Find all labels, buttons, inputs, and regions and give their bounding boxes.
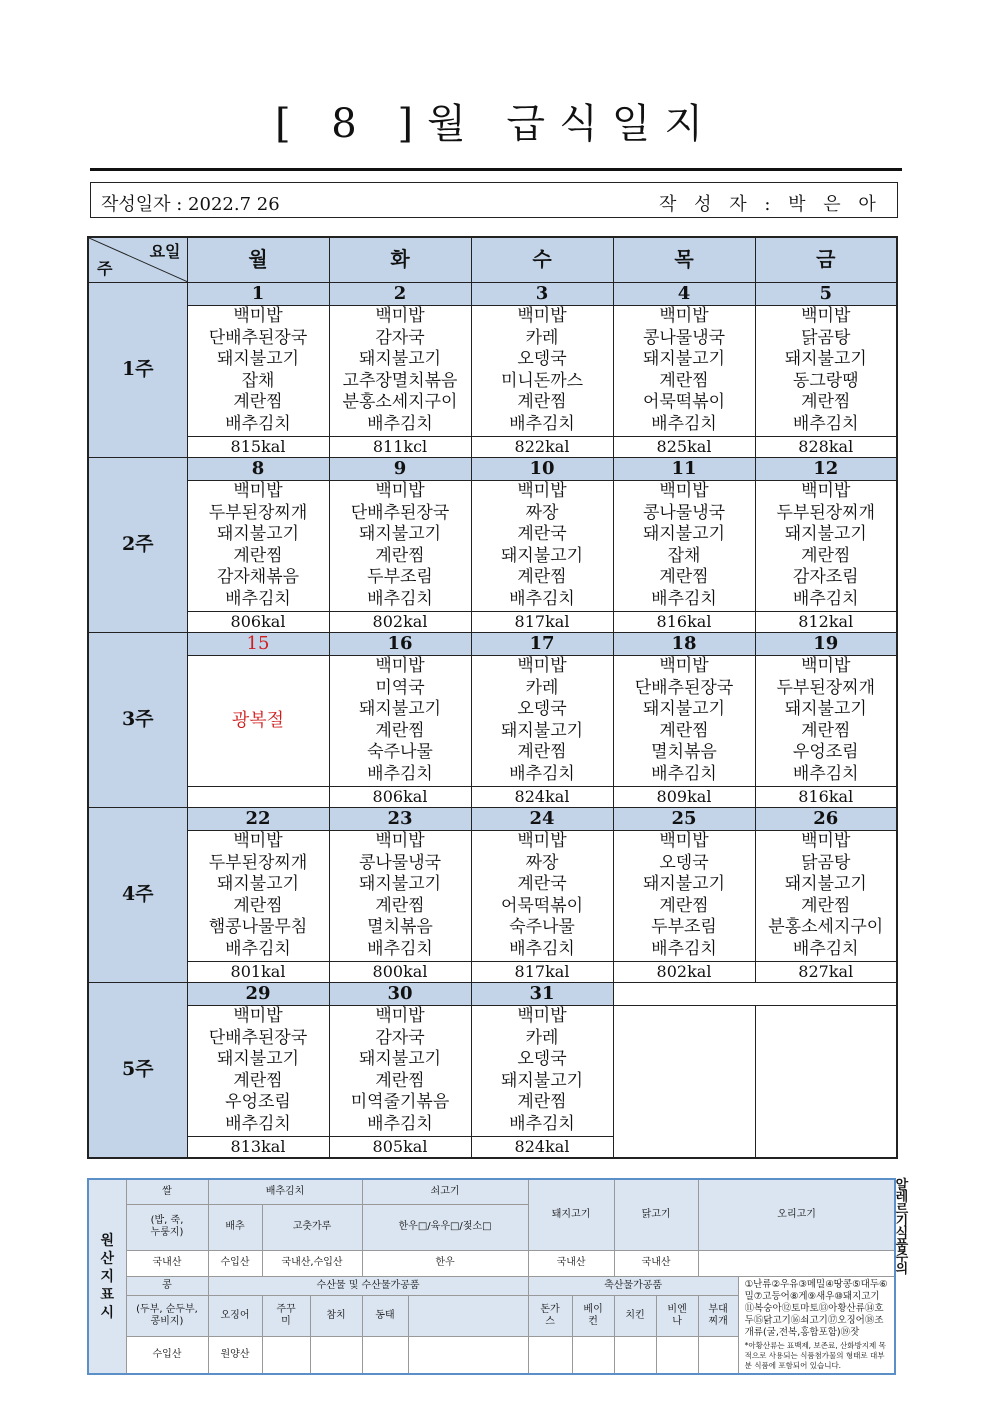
date-cell: 26: [755, 808, 897, 831]
week-label: 2주: [88, 458, 187, 633]
week-5-date-row: [88, 983, 897, 1006]
bean-sub: [126, 1295, 208, 1336]
date-cell: 24: [471, 808, 613, 831]
pepper-origin: 국내산,수입산: [262, 1250, 362, 1276]
duck-origin: [698, 1250, 895, 1276]
menu-item: 백미밥: [375, 306, 425, 326]
menu-item: 배추김치: [651, 763, 717, 784]
menu-item: 돼지불고기: [784, 349, 867, 370]
kcal-cell: 817kal: [471, 612, 613, 633]
meal-table: [87, 236, 898, 1159]
kcal-cell: 828kal: [755, 437, 897, 458]
menu-item: 계란찜: [801, 895, 851, 916]
menu-item: 돼지불고기: [784, 874, 867, 895]
menu-item: 오뎅국: [659, 852, 709, 873]
menu-item: 콩나물냉국: [642, 327, 726, 348]
menu-item: 백미밥: [801, 831, 851, 851]
menu-item: 두부된장찌개: [776, 502, 876, 523]
week-4-menu-row: [88, 831, 897, 962]
rice-header: 쌀: [126, 1179, 208, 1204]
kcal-cell: 825kal: [613, 437, 755, 458]
kcal-cell: 812kal: [755, 612, 897, 633]
menu-item: 계란찜: [375, 545, 425, 566]
menu-item: 콩나물냉국: [642, 502, 726, 523]
menu-cell: [187, 831, 329, 962]
menu-item: 백미밥: [233, 1006, 283, 1026]
allergy-list-text: ①난류②우유③메밀④땅콩⑤대두⑥밀⑦고등어⑧게⑨새우⑩돼지고기⑪복숭아⑫토마토⑬아황산류⑭호두⑮닭고기⑯쇠고기⑰오징어⑱조개류(굴,전복,홍합포함)⑲잣: [744, 1279, 888, 1338]
menu-item: 배추김치: [509, 938, 575, 959]
date-label: 작성일자 : 2022.7 26: [101, 194, 280, 215]
rice-origin: 국내산: [126, 1250, 208, 1276]
menu-item: 배추김치: [651, 413, 717, 434]
menu-item: 배추김치: [367, 588, 433, 609]
cabbage-header: 배추: [208, 1204, 262, 1250]
kcal-cell: 816kal: [613, 612, 755, 633]
livestock-stew: 부대 찌개: [698, 1295, 738, 1336]
menu-item: 감자조림: [792, 567, 859, 588]
kcal-cell: 800kal: [329, 962, 471, 983]
menu-item: 계란찜: [233, 1070, 283, 1091]
date-cell: 17: [471, 633, 613, 656]
menu-cell: [471, 656, 613, 787]
menu-item: 두부조림: [367, 567, 433, 588]
menu-item: 백미밥: [659, 481, 709, 501]
menu-item: 백미밥: [801, 306, 851, 326]
kcal-cell: 802kal: [613, 962, 755, 983]
kcal-cell-empty: [187, 787, 329, 808]
menu-item: 돼지불고기: [216, 1049, 300, 1070]
menu-cell: [329, 656, 471, 787]
menu-item: 배추김치: [792, 413, 859, 434]
bean-origin: 수입산: [126, 1336, 208, 1374]
menu-item: 돼지불고기: [500, 545, 584, 566]
menu-item: 백미밥: [375, 656, 425, 676]
meal-table-body: [88, 237, 897, 1158]
menu-item: 돼지불고기: [358, 524, 442, 545]
menu-item: 계란찜: [375, 895, 425, 916]
seafood-octopus: 주꾸 미: [262, 1295, 310, 1336]
chicken2-origin: [614, 1336, 656, 1374]
menu-item: 배추김치: [367, 763, 433, 784]
menu-cell: [471, 831, 613, 962]
menu-item: 우엉조림: [792, 742, 859, 763]
holiday-cell: [187, 656, 329, 787]
title-divider: [90, 168, 902, 171]
day-header-row: [88, 237, 897, 283]
menu-item: 배추김치: [509, 413, 575, 434]
menu-item: 배추김치: [225, 413, 291, 434]
livestock-chicken: 치킨: [614, 1295, 656, 1336]
menu-item: 단배추된장국: [208, 327, 308, 348]
menu-item: 닭곰탕: [801, 852, 851, 873]
date-cell: 18: [613, 633, 755, 656]
menu-item: 미역국: [375, 677, 425, 698]
menu-cell: [329, 306, 471, 437]
chicken-origin: 국내산: [614, 1250, 698, 1276]
menu-item: 돼지불고기: [358, 699, 442, 720]
menu-item: 계란찜: [659, 895, 709, 916]
vienna-origin: [656, 1336, 698, 1374]
kcal-cell: 809kal: [613, 787, 755, 808]
menu-item: 배추김치: [225, 588, 291, 609]
menu-item: 돼지불고기: [216, 349, 300, 370]
origin-side-label: [88, 1179, 126, 1374]
menu-item: 오뎅국: [517, 1049, 567, 1070]
date-cell-empty: [613, 983, 897, 1006]
stew-origin: [698, 1336, 738, 1374]
date-cell: 25: [613, 808, 755, 831]
author-label: 작 성 자 : 박 은 아: [659, 194, 882, 215]
pork-header: 돼지고기: [528, 1179, 614, 1250]
menu-cell: [613, 831, 755, 962]
menu-item: 배추김치: [651, 588, 717, 609]
allergy-note: *아황산류는 표백제, 보존료, 산화방지제 목적으로 사용되는 식품첨가물의 형태로 대부분 식품에 포함되어 있습니다.: [744, 1341, 886, 1370]
menu-item: 계란찜: [233, 392, 283, 413]
pollock-origin: [362, 1336, 408, 1374]
menu-item: 돼지불고기: [642, 874, 726, 895]
corner-week-label: 주: [97, 258, 113, 278]
page-title: [ 8 ]월 급식일지: [274, 101, 717, 147]
cabbage-origin: 수입산: [208, 1250, 262, 1276]
blank-origin: [408, 1336, 528, 1374]
menu-cell: [471, 306, 613, 437]
date-cell: 11: [613, 458, 755, 481]
date-cell-holiday: 15: [187, 633, 329, 656]
kcal-cell: 811kcl: [329, 437, 471, 458]
date-cell: 19: [755, 633, 897, 656]
date-cell: 2: [329, 283, 471, 306]
kcal-cell: 824kal: [471, 787, 613, 808]
kcal-cell: 806kal: [329, 787, 471, 808]
menu-item: 어묵떡볶이: [642, 392, 726, 413]
week-2-menu-row: [88, 481, 897, 612]
menu-item: 미역줄기볶음: [350, 1092, 450, 1113]
menu-item: 계란찜: [801, 720, 851, 741]
week-5-menu-row: [88, 1006, 897, 1137]
menu-item: 카레: [525, 1027, 559, 1048]
allergy-list: [738, 1277, 895, 1375]
menu-cell: [613, 306, 755, 437]
menu-item: 짜장: [525, 852, 559, 873]
info-box: [90, 182, 898, 218]
cutlet-origin: [528, 1336, 572, 1374]
menu-item: 백미밥: [233, 306, 283, 326]
seafood-squid: 오징어: [208, 1295, 262, 1336]
menu-item: 단배추된장국: [350, 502, 450, 523]
menu-item: 계란찜: [517, 1092, 567, 1113]
week-3-date-row: [88, 633, 897, 656]
menu-item: 백미밥: [375, 831, 425, 851]
menu-item: 돼지불고기: [216, 874, 300, 895]
kcal-cell: 822kal: [471, 437, 613, 458]
week-label: 5주: [88, 983, 187, 1159]
kcal-cell: 816kal: [755, 787, 897, 808]
menu-item: 계란찜: [801, 392, 851, 413]
week-1-menu-row: [88, 306, 897, 437]
date-cell: 30: [329, 983, 471, 1006]
menu-item: 백미밥: [659, 306, 709, 326]
day-header-3: 목: [613, 237, 755, 283]
origin-side-text: 원 산 지 표 시: [100, 1232, 115, 1321]
corner-day-label: 요일: [149, 242, 181, 261]
kcal-cell: 801kal: [187, 962, 329, 983]
chicken-header: 닭고기: [614, 1179, 698, 1250]
menu-item: 배추김치: [225, 938, 291, 959]
menu-item: 멸치볶음: [367, 917, 433, 938]
menu-item: 오뎅국: [517, 349, 567, 370]
date-cell: 1: [187, 283, 329, 306]
menu-item: 단배추된장국: [208, 1027, 308, 1048]
menu-item: 배추김치: [792, 763, 859, 784]
menu-item: 동그랑땡: [792, 370, 859, 391]
menu-cell: [613, 656, 755, 787]
menu-cell: [613, 481, 755, 612]
menu-item: 단배추된장국: [634, 677, 734, 698]
date-cell: 29: [187, 983, 329, 1006]
squid-origin: 원양산: [208, 1336, 262, 1374]
kcal-cell: 815kal: [187, 437, 329, 458]
menu-item: 두부된장찌개: [776, 677, 876, 698]
menu-item: 계란찜: [517, 392, 567, 413]
menu-item: 돼지불고기: [358, 1049, 442, 1070]
day-header-2: 수: [471, 237, 613, 283]
menu-item: 카레: [525, 677, 559, 698]
menu-item: 돼지불고기: [642, 699, 726, 720]
menu-cell-empty: [613, 1006, 755, 1159]
menu-item: 햄콩나물무침: [208, 917, 308, 938]
livestock-vienna: 비엔 나: [656, 1295, 698, 1336]
menu-item: 백미밥: [517, 831, 567, 851]
menu-item: 돼지불고기: [216, 524, 300, 545]
seafood-pollock: 동태: [362, 1295, 408, 1336]
menu-item: 백미밥: [517, 656, 567, 676]
menu-item: 돼지불고기: [642, 524, 726, 545]
date-cell: 9: [329, 458, 471, 481]
menu-cell: [471, 1006, 613, 1137]
kcal-cell: 817kal: [471, 962, 613, 983]
kcal-cell: 806kal: [187, 612, 329, 633]
date-cell: 16: [329, 633, 471, 656]
menu-item: 오뎅국: [517, 699, 567, 720]
menu-item: 닭곰탕: [801, 327, 851, 348]
menu-item: 배추김치: [651, 938, 717, 959]
menu-item: 백미밥: [659, 656, 709, 676]
tuna-origin: [310, 1336, 362, 1374]
menu-item: 고추장멸치볶음: [342, 370, 458, 391]
date-cell: 10: [471, 458, 613, 481]
menu-cell: [755, 656, 897, 787]
week-label: 3주: [88, 633, 187, 808]
menu-item: 콩나물냉국: [358, 852, 442, 873]
bean-header: 콩: [126, 1277, 208, 1296]
holiday-name: 광복절: [231, 709, 285, 731]
menu-item: 배추김치: [367, 1113, 433, 1134]
menu-item: 계란국: [517, 524, 567, 545]
week-4-date-row: [88, 808, 897, 831]
menu-item: 계란찜: [659, 567, 709, 588]
menu-item: 백미밥: [517, 1006, 567, 1026]
menu-item: 계란찜: [517, 567, 567, 588]
octopus-origin: [262, 1336, 310, 1374]
livestock-header: 축산물가공품: [528, 1277, 738, 1296]
menu-item: 계란찜: [801, 545, 851, 566]
menu-cell: [755, 481, 897, 612]
menu-item: 숙주나물: [509, 917, 575, 938]
origin-table: 원 산 지 표 시 쌀 배추김치 쇠고기 돼지고기 닭고기 오리고기 알레르기 식품주의 (밥, 죽, 누룽지) 배추 고춧가루 한우□/육우□/젖소□ 국내산 수입산 국내산,수입산 한우 국내산 국내산 콩 수산물 및 수산물가공품 축산물가공품 ①난류②우유③메밀④땅콩⑤대두⑥밀⑦고등어⑧게⑨새우⑩돼지고기⑪복숭아⑫토마토⑬아황산류⑭호두⑮닭고기⑯쇠고기⑰오징어⑱조개류(굴,전복,홍합포함)⑲잣 *아황산류는 표백제, 보존료, 산화방지제 목적으로 사용되는 식품첨가물의 형태로 대부분 식품에 포함되어 있습니다. (두부, 순두부, 콩비지) 오징어 주꾸 미 참치 동태 돈가 스 베이 컨 치킨 비엔 나 부대 찌개 수입산 원양산: [87, 1178, 896, 1375]
menu-cell: [329, 1006, 471, 1137]
week-label: 4주: [88, 808, 187, 983]
date-cell: 5: [755, 283, 897, 306]
seafood-header: 수산물 및 수산물가공품: [208, 1277, 528, 1296]
menu-item: 백미밥: [233, 481, 283, 501]
kcal-cell: 813kal: [187, 1137, 329, 1159]
menu-item: 감자국: [375, 327, 425, 348]
beef-header: 쇠고기: [362, 1179, 528, 1204]
menu-item: 숙주나물: [367, 742, 433, 763]
menu-item: 계란찜: [375, 720, 425, 741]
menu-item: 배추김치: [509, 763, 575, 784]
rice-sub-text: (밥, 죽, 누룽지): [150, 1215, 184, 1239]
date-cell: 31: [471, 983, 613, 1006]
livestock-cutlet: 돈가 스: [528, 1295, 572, 1336]
menu-item: 배추김치: [225, 1113, 291, 1134]
date-cell: 12: [755, 458, 897, 481]
menu-item: 배추김치: [509, 1113, 575, 1134]
date-cell: 3: [471, 283, 613, 306]
menu-item: 돼지불고기: [784, 699, 867, 720]
menu-item: 백미밥: [375, 481, 425, 501]
menu-cell: [755, 831, 897, 962]
day-header-4: 금: [755, 237, 897, 283]
menu-item: 백미밥: [517, 306, 567, 326]
week-4-kcal-row: [88, 962, 897, 983]
menu-item: 백미밥: [233, 831, 283, 851]
menu-item: 카레: [525, 327, 559, 348]
day-header-0: 월: [187, 237, 329, 283]
beef-sub: 한우□/육우□/젖소□: [362, 1204, 528, 1250]
menu-item: 배추김치: [792, 938, 859, 959]
date-cell: 8: [187, 458, 329, 481]
seafood-blank: [408, 1295, 528, 1336]
menu-item: 잡채: [667, 545, 701, 566]
menu-item: 계란찜: [233, 895, 283, 916]
seafood-tuna: 참치: [310, 1295, 362, 1336]
menu-cell: [755, 306, 897, 437]
menu-item: 두부된장찌개: [208, 502, 308, 523]
menu-item: 두부조림: [651, 917, 717, 938]
menu-item: 배추김치: [367, 413, 433, 434]
menu-item: 계란찜: [659, 720, 709, 741]
menu-item: 돼지불고기: [642, 349, 726, 370]
menu-item: 어묵떡볶이: [500, 895, 584, 916]
menu-item: 백미밥: [659, 831, 709, 851]
menu-item: 돼지불고기: [358, 349, 442, 370]
kcal-cell: 805kal: [329, 1137, 471, 1159]
menu-item: 감자국: [375, 1027, 425, 1048]
day-header-1: 화: [329, 237, 471, 283]
date-cell: 22: [187, 808, 329, 831]
menu-item: 돼지불고기: [500, 1070, 584, 1091]
bean-sub-text: (두부, 순두부, 콩비지): [136, 1303, 198, 1327]
date-cell: 23: [329, 808, 471, 831]
menu-cell: [329, 481, 471, 612]
week-label: 1주: [88, 283, 187, 458]
menu-item: 짜장: [525, 502, 559, 523]
menu-item: 멸치볶음: [651, 742, 717, 763]
menu-item: 돼지불고기: [500, 720, 584, 741]
menu-item: 계란찜: [233, 545, 283, 566]
week-2-kcal-row: [88, 612, 897, 633]
menu-item: 백미밥: [375, 1006, 425, 1026]
date-cell: 4: [613, 283, 755, 306]
week-2-date-row: [88, 458, 897, 481]
bacon-origin: [572, 1336, 614, 1374]
menu-item: 잡채: [241, 370, 275, 391]
livestock-bacon: 베이 컨: [572, 1295, 614, 1336]
menu-cell: [187, 306, 329, 437]
menu-item: 감자채볶음: [216, 567, 300, 588]
menu-cell: [329, 831, 471, 962]
menu-cell: [471, 481, 613, 612]
menu-cell: [187, 1006, 329, 1137]
menu-item: 돼지불고기: [358, 874, 442, 895]
kcal-cell: 802kal: [329, 612, 471, 633]
corner-cell: [88, 237, 187, 283]
menu-item: 분홍소세지구이: [768, 917, 884, 938]
rice-sub: [126, 1204, 208, 1250]
menu-item: 배추김치: [367, 938, 433, 959]
beef-origin: 한우: [362, 1250, 528, 1276]
duck-header: 오리고기: [698, 1179, 895, 1250]
kcal-cell: 827kal: [755, 962, 897, 983]
menu-cell: [187, 481, 329, 612]
pepper-header: 고춧가루: [262, 1204, 362, 1250]
week-3-kcal-row: [88, 787, 897, 808]
kcal-cell: 824kal: [471, 1137, 613, 1159]
menu-item: 분홍소세지구이: [342, 392, 458, 413]
menu-item: 백미밥: [801, 481, 851, 501]
menu-item: 계란찜: [375, 1070, 425, 1091]
pork-origin: 국내산: [528, 1250, 614, 1276]
menu-item: 배추김치: [509, 588, 575, 609]
menu-item: 두부된장찌개: [208, 852, 308, 873]
menu-item: 배추김치: [792, 588, 859, 609]
menu-cell-empty: [755, 1006, 897, 1159]
week-1-date-row: [88, 283, 897, 306]
week-1-kcal-row: [88, 437, 897, 458]
menu-item: 계란국: [517, 874, 567, 895]
menu-item: 계란찜: [659, 370, 709, 391]
week-3-menu-row: [88, 656, 897, 787]
menu-item: 우엉조림: [225, 1092, 291, 1113]
menu-item: 백미밥: [517, 481, 567, 501]
menu-item: 계란찜: [517, 742, 567, 763]
menu-item: 미니돈까스: [500, 370, 584, 391]
menu-item: 돼지불고기: [784, 524, 867, 545]
kimchi-header: 배추김치: [208, 1179, 362, 1204]
menu-item: 백미밥: [801, 656, 851, 676]
